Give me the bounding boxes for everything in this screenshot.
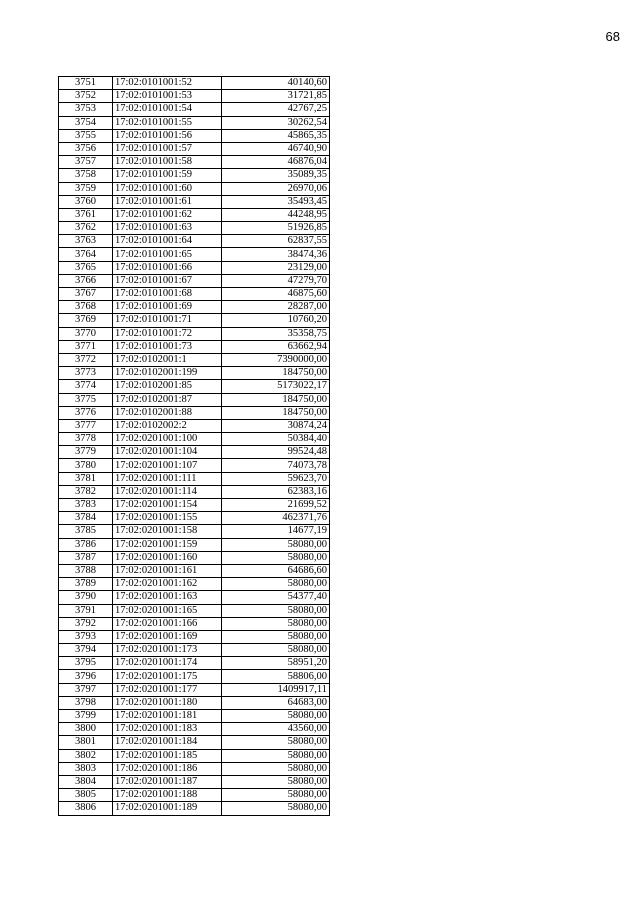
- row-number-cell: 3751: [59, 77, 113, 90]
- row-number-cell: 3762: [59, 222, 113, 235]
- cadastral-number-cell: 17:02:0201001:169: [113, 630, 222, 643]
- table-row: [59, 696, 330, 709]
- row-number-cell: 3792: [59, 617, 113, 630]
- table-row: [59, 419, 330, 432]
- row-number-cell: 3752: [59, 90, 113, 103]
- value-cell: 31721,85: [222, 90, 330, 103]
- value-cell: 30874,24: [222, 419, 330, 432]
- value-cell: 14677,19: [222, 525, 330, 538]
- value-cell: 58080,00: [222, 551, 330, 564]
- cadastral-number-cell: 17:02:0101001:55: [113, 116, 222, 129]
- value-cell: 21699,52: [222, 499, 330, 512]
- row-number-cell: 3753: [59, 103, 113, 116]
- value-cell: 30262,54: [222, 116, 330, 129]
- table-row: [59, 367, 330, 380]
- cadastral-number-cell: 17:02:0201001:174: [113, 657, 222, 670]
- row-number-cell: 3795: [59, 657, 113, 670]
- cadastral-number-cell: 17:02:0102001:87: [113, 393, 222, 406]
- table-row: [59, 802, 330, 815]
- table-row: [59, 591, 330, 604]
- value-cell: 7390000,00: [222, 353, 330, 366]
- row-number-cell: 3772: [59, 353, 113, 366]
- table-row: [59, 578, 330, 591]
- table-row: [59, 90, 330, 103]
- value-cell: 54377,40: [222, 591, 330, 604]
- cadastral-number-cell: 17:02:0201001:175: [113, 670, 222, 683]
- cadastral-number-cell: 17:02:0101001:73: [113, 340, 222, 353]
- value-cell: 58080,00: [222, 775, 330, 788]
- value-cell: 35089,35: [222, 169, 330, 182]
- row-number-cell: 3791: [59, 604, 113, 617]
- value-cell: 58080,00: [222, 617, 330, 630]
- table-row: [59, 710, 330, 723]
- row-number-cell: 3770: [59, 327, 113, 340]
- cadastral-number-cell: 17:02:0102001:1: [113, 353, 222, 366]
- value-cell: 58080,00: [222, 578, 330, 591]
- value-cell: 46740,90: [222, 142, 330, 155]
- value-cell: 58080,00: [222, 789, 330, 802]
- row-number-cell: 3797: [59, 683, 113, 696]
- cadastral-number-cell: 17:02:0201001:188: [113, 789, 222, 802]
- table-row: [59, 195, 330, 208]
- row-number-cell: 3779: [59, 446, 113, 459]
- row-number-cell: 3757: [59, 156, 113, 169]
- table-row: [59, 142, 330, 155]
- value-cell: 462371,76: [222, 512, 330, 525]
- table-row: [59, 327, 330, 340]
- row-number-cell: 3754: [59, 116, 113, 129]
- table-row: [59, 736, 330, 749]
- value-cell: 35493,45: [222, 195, 330, 208]
- value-cell: 58080,00: [222, 802, 330, 815]
- value-cell: 58080,00: [222, 538, 330, 551]
- value-cell: 59623,70: [222, 472, 330, 485]
- cadastral-number-cell: 17:02:0201001:163: [113, 591, 222, 604]
- value-cell: 62837,55: [222, 235, 330, 248]
- cadastral-number-cell: 17:02:0101001:66: [113, 261, 222, 274]
- row-number-cell: 3796: [59, 670, 113, 683]
- cadastral-number-cell: 17:02:0101001:52: [113, 77, 222, 90]
- table-row: [59, 657, 330, 670]
- table-row: [59, 248, 330, 261]
- value-cell: 58806,00: [222, 670, 330, 683]
- table-row: [59, 274, 330, 287]
- row-number-cell: 3805: [59, 789, 113, 802]
- row-number-cell: 3806: [59, 802, 113, 815]
- table-row: [59, 116, 330, 129]
- row-number-cell: 3764: [59, 248, 113, 261]
- table-row: [59, 103, 330, 116]
- table-row: [59, 433, 330, 446]
- cadastral-number-cell: 17:02:0101001:63: [113, 222, 222, 235]
- cadastral-number-cell: 17:02:0101001:64: [113, 235, 222, 248]
- cadastral-number-cell: 17:02:0201001:183: [113, 723, 222, 736]
- cadastral-number-cell: 17:02:0201001:107: [113, 459, 222, 472]
- cadastral-number-cell: 17:02:0101001:69: [113, 301, 222, 314]
- table-row: [59, 551, 330, 564]
- cadastral-number-cell: 17:02:0201001:186: [113, 762, 222, 775]
- table-row: [59, 380, 330, 393]
- table-row: [59, 472, 330, 485]
- cadastral-number-cell: 17:02:0201001:159: [113, 538, 222, 551]
- row-number-cell: 3773: [59, 367, 113, 380]
- row-number-cell: 3788: [59, 564, 113, 577]
- row-number-cell: 3780: [59, 459, 113, 472]
- cadastral-number-cell: 17:02:0101001:68: [113, 288, 222, 301]
- cadastral-number-cell: 17:02:0201001:189: [113, 802, 222, 815]
- row-number-cell: 3790: [59, 591, 113, 604]
- cadastral-number-cell: 17:02:0101001:62: [113, 208, 222, 221]
- value-cell: 58080,00: [222, 762, 330, 775]
- cadastral-number-cell: 17:02:0201001:180: [113, 696, 222, 709]
- table-row: [59, 749, 330, 762]
- table-row: [59, 789, 330, 802]
- table-row: [59, 617, 330, 630]
- cadastral-number-cell: 17:02:0101001:59: [113, 169, 222, 182]
- cadastral-number-cell: 17:02:0201001:184: [113, 736, 222, 749]
- cadastral-number-cell: 17:02:0201001:114: [113, 485, 222, 498]
- page-number: 68: [605, 29, 620, 44]
- value-cell: 46876,04: [222, 156, 330, 169]
- value-cell: 58080,00: [222, 630, 330, 643]
- row-number-cell: 3756: [59, 142, 113, 155]
- row-number-cell: 3774: [59, 380, 113, 393]
- value-cell: 47279,70: [222, 274, 330, 287]
- cadastral-number-cell: 17:02:0201001:173: [113, 644, 222, 657]
- row-number-cell: 3763: [59, 235, 113, 248]
- value-cell: 35358,75: [222, 327, 330, 340]
- table-row: [59, 222, 330, 235]
- table-row: [59, 459, 330, 472]
- cadastral-number-cell: 17:02:0201001:160: [113, 551, 222, 564]
- cadastral-number-cell: 17:02:0101001:58: [113, 156, 222, 169]
- table-row: [59, 525, 330, 538]
- value-cell: 1409917,11: [222, 683, 330, 696]
- cadastral-number-cell: 17:02:0201001:162: [113, 578, 222, 591]
- value-cell: 44248,95: [222, 208, 330, 221]
- table-row: [59, 340, 330, 353]
- table-row: [59, 77, 330, 90]
- value-cell: 26970,06: [222, 182, 330, 195]
- row-number-cell: 3781: [59, 472, 113, 485]
- table-row: [59, 670, 330, 683]
- table-row: [59, 564, 330, 577]
- row-number-cell: 3793: [59, 630, 113, 643]
- table-row: [59, 762, 330, 775]
- table-row: [59, 156, 330, 169]
- value-cell: 64683,00: [222, 696, 330, 709]
- cadastral-number-cell: 17:02:0101001:67: [113, 274, 222, 287]
- cadastral-number-cell: 17:02:0102001:199: [113, 367, 222, 380]
- table-row: [59, 353, 330, 366]
- table-row: [59, 406, 330, 419]
- value-cell: 45865,35: [222, 129, 330, 142]
- row-number-cell: 3785: [59, 525, 113, 538]
- row-number-cell: 3784: [59, 512, 113, 525]
- table-row: [59, 538, 330, 551]
- value-cell: 38474,36: [222, 248, 330, 261]
- cadastral-number-cell: 17:02:0101001:57: [113, 142, 222, 155]
- value-cell: 40140,60: [222, 77, 330, 90]
- cadastral-number-cell: 17:02:0201001:166: [113, 617, 222, 630]
- table-row: [59, 261, 330, 274]
- cadastral-number-cell: 17:02:0201001:111: [113, 472, 222, 485]
- cadastral-number-cell: 17:02:0201001:154: [113, 499, 222, 512]
- table-row: [59, 169, 330, 182]
- value-cell: 64686,60: [222, 564, 330, 577]
- table-row: [59, 485, 330, 498]
- value-cell: 58080,00: [222, 736, 330, 749]
- row-number-cell: 3787: [59, 551, 113, 564]
- table-row: [59, 314, 330, 327]
- row-number-cell: 3758: [59, 169, 113, 182]
- table-row: [59, 208, 330, 221]
- row-number-cell: 3768: [59, 301, 113, 314]
- cadastral-number-cell: 17:02:0101001:53: [113, 90, 222, 103]
- cadastral-number-cell: 17:02:0201001:104: [113, 446, 222, 459]
- table-row: [59, 644, 330, 657]
- table-row: [59, 182, 330, 195]
- row-number-cell: 3801: [59, 736, 113, 749]
- row-number-cell: 3804: [59, 775, 113, 788]
- value-cell: 58080,00: [222, 604, 330, 617]
- cadastral-number-cell: 17:02:0201001:158: [113, 525, 222, 538]
- row-number-cell: 3802: [59, 749, 113, 762]
- value-cell: 58080,00: [222, 644, 330, 657]
- row-number-cell: 3798: [59, 696, 113, 709]
- cadastral-number-cell: 17:02:0201001:165: [113, 604, 222, 617]
- table-row: [59, 301, 330, 314]
- value-cell: 10760,20: [222, 314, 330, 327]
- row-number-cell: 3778: [59, 433, 113, 446]
- row-number-cell: 3789: [59, 578, 113, 591]
- row-number-cell: 3799: [59, 710, 113, 723]
- cadastral-number-cell: 17:02:0101001:71: [113, 314, 222, 327]
- value-cell: 99524,48: [222, 446, 330, 459]
- table-row: [59, 235, 330, 248]
- table-row: [59, 775, 330, 788]
- value-cell: 58951,20: [222, 657, 330, 670]
- row-number-cell: 3776: [59, 406, 113, 419]
- cadastral-number-cell: 17:02:0101001:65: [113, 248, 222, 261]
- cadastral-number-cell: 17:02:0101001:56: [113, 129, 222, 142]
- row-number-cell: 3760: [59, 195, 113, 208]
- table-row: [59, 512, 330, 525]
- cadastral-number-cell: 17:02:0101001:61: [113, 195, 222, 208]
- row-number-cell: 3765: [59, 261, 113, 274]
- row-number-cell: 3803: [59, 762, 113, 775]
- table-body: [59, 77, 330, 816]
- row-number-cell: 3777: [59, 419, 113, 432]
- value-cell: 28287,00: [222, 301, 330, 314]
- value-cell: 50384,40: [222, 433, 330, 446]
- value-cell: 184750,00: [222, 367, 330, 380]
- cadastral-number-cell: 17:02:0201001:100: [113, 433, 222, 446]
- cadastral-number-cell: 17:02:0201001:185: [113, 749, 222, 762]
- row-number-cell: 3761: [59, 208, 113, 221]
- cadastral-number-cell: 17:02:0101001:60: [113, 182, 222, 195]
- cadastral-number-cell: 17:02:0201001:181: [113, 710, 222, 723]
- value-cell: 46875,60: [222, 288, 330, 301]
- row-number-cell: 3769: [59, 314, 113, 327]
- value-cell: 74073,78: [222, 459, 330, 472]
- cadastral-number-cell: 17:02:0201001:161: [113, 564, 222, 577]
- value-cell: 58080,00: [222, 749, 330, 762]
- cadastral-number-cell: 17:02:0102001:85: [113, 380, 222, 393]
- value-cell: 58080,00: [222, 710, 330, 723]
- row-number-cell: 3794: [59, 644, 113, 657]
- table-row: [59, 129, 330, 142]
- row-number-cell: 3782: [59, 485, 113, 498]
- row-number-cell: 3767: [59, 288, 113, 301]
- row-number-cell: 3786: [59, 538, 113, 551]
- value-cell: 23129,00: [222, 261, 330, 274]
- row-number-cell: 3759: [59, 182, 113, 195]
- cadastral-number-cell: 17:02:0102002:2: [113, 419, 222, 432]
- table-row: [59, 499, 330, 512]
- value-cell: 63662,94: [222, 340, 330, 353]
- cadastral-number-cell: 17:02:0201001:177: [113, 683, 222, 696]
- row-number-cell: 3775: [59, 393, 113, 406]
- table-row: [59, 288, 330, 301]
- row-number-cell: 3766: [59, 274, 113, 287]
- cadastral-number-cell: 17:02:0101001:72: [113, 327, 222, 340]
- table-row: [59, 393, 330, 406]
- value-cell: 51926,85: [222, 222, 330, 235]
- value-cell: 43560,00: [222, 723, 330, 736]
- value-cell: 42767,25: [222, 103, 330, 116]
- table-row: [59, 446, 330, 459]
- cadastral-number-cell: 17:02:0201001:187: [113, 775, 222, 788]
- value-cell: 184750,00: [222, 406, 330, 419]
- cadastral-number-cell: 17:02:0201001:155: [113, 512, 222, 525]
- table-row: [59, 683, 330, 696]
- cadastral-value-table: [58, 76, 330, 816]
- value-cell: 62383,16: [222, 485, 330, 498]
- table-row: [59, 604, 330, 617]
- row-number-cell: 3783: [59, 499, 113, 512]
- table-row: [59, 723, 330, 736]
- cadastral-number-cell: 17:02:0102001:88: [113, 406, 222, 419]
- value-cell: 184750,00: [222, 393, 330, 406]
- row-number-cell: 3771: [59, 340, 113, 353]
- cadastral-number-cell: 17:02:0101001:54: [113, 103, 222, 116]
- row-number-cell: 3755: [59, 129, 113, 142]
- table-row: [59, 630, 330, 643]
- row-number-cell: 3800: [59, 723, 113, 736]
- value-cell: 5173022,17: [222, 380, 330, 393]
